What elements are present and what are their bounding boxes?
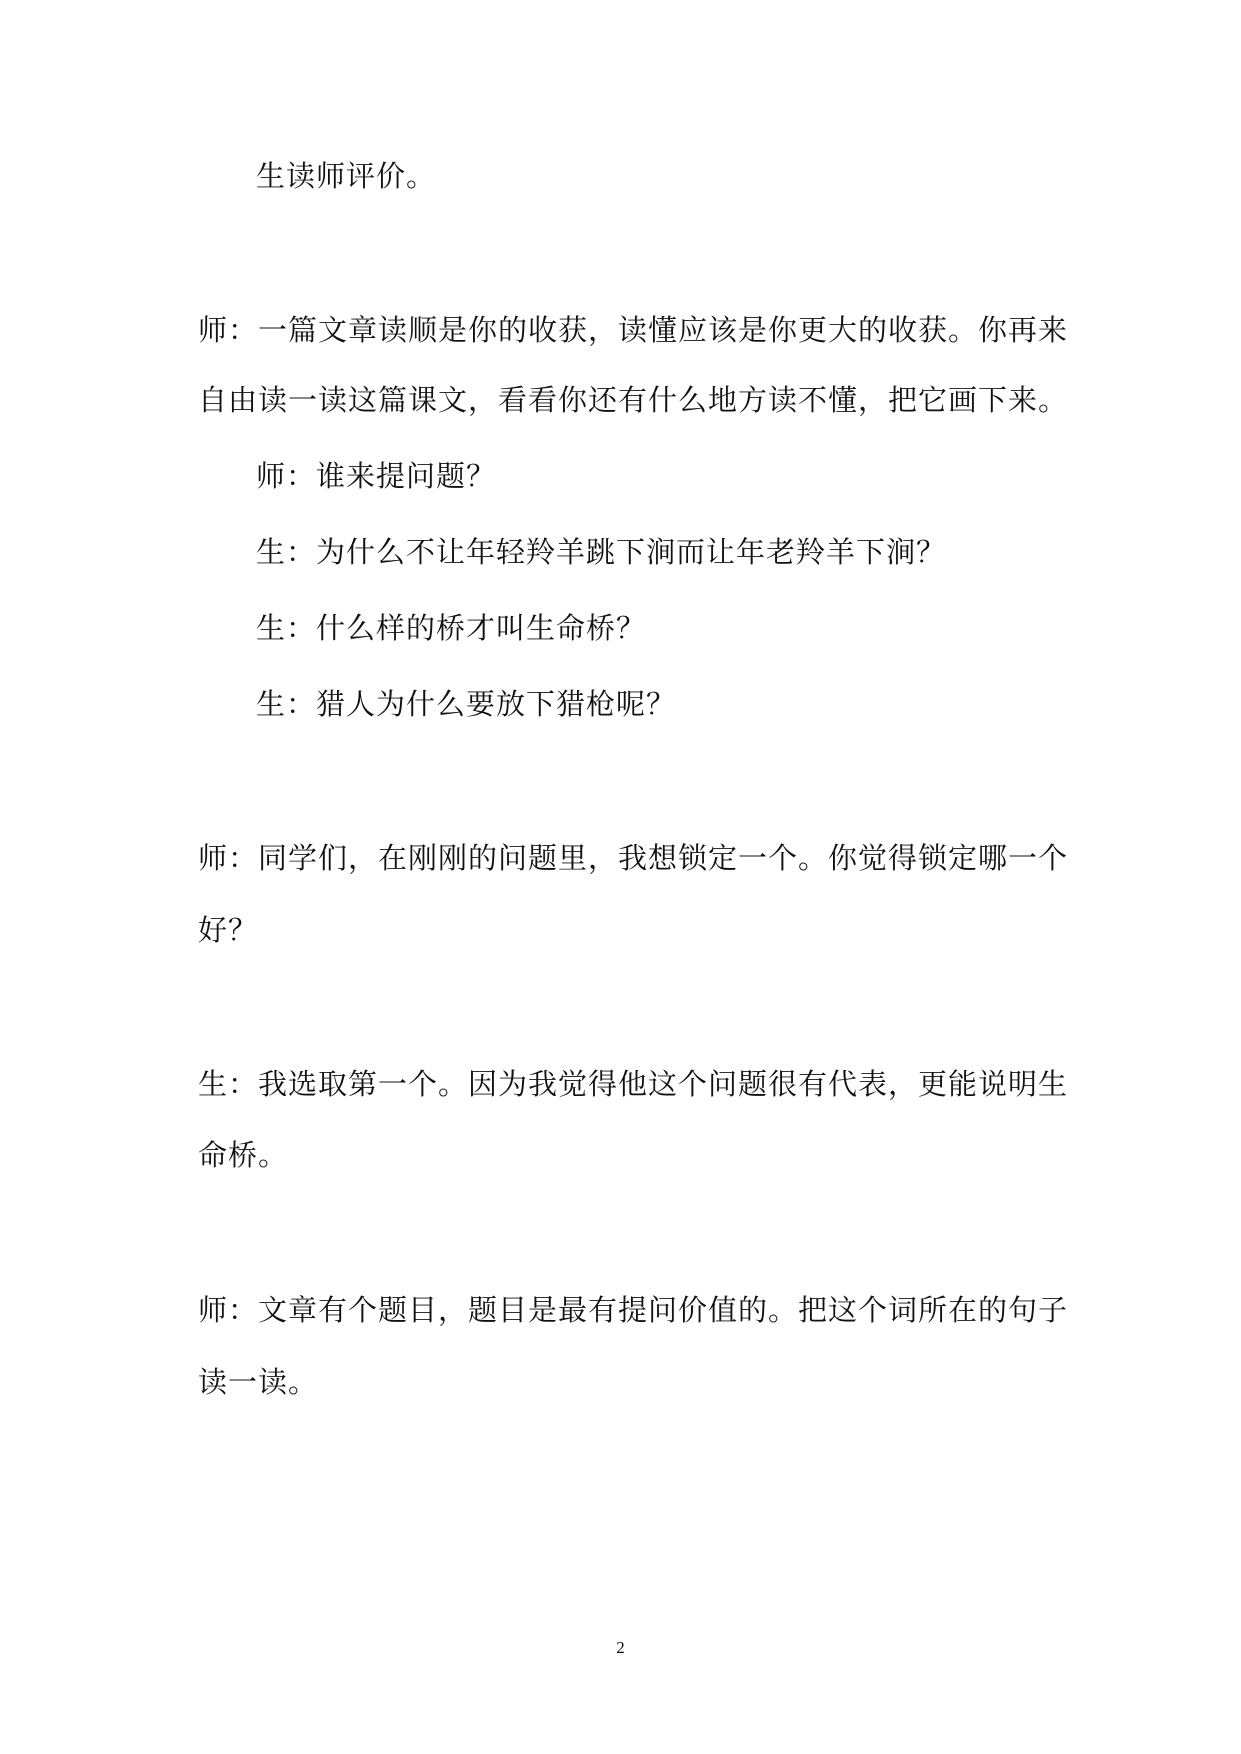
paragraph-line-9: 好？	[198, 913, 259, 947]
paragraph-line-11: 命桥。	[198, 1138, 289, 1172]
paragraph-line-7: 生：猎人为什么要放下猎枪呢？	[256, 687, 677, 721]
paragraph-line-10: 生：我选取第一个。因为我觉得他这个问题很有代表，更能说明生	[198, 1067, 1069, 1101]
paragraph-line-8: 师：同学们，在刚刚的问题里，我想锁定一个。你觉得锁定哪一个	[198, 841, 1069, 875]
paragraph-line-3: 自由读一读这篇课文，看看你还有什么地方读不懂，把它画下来。	[198, 383, 1069, 417]
paragraph-line-2: 师：一篇文章读顺是你的收获，读懂应该是你更大的收获。你再来	[198, 313, 1069, 347]
paragraph-line-12: 师：文章有个题目，题目是最有提问价值的。把这个词所在的句子	[198, 1293, 1069, 1327]
paragraph-line-1: 生读师评价。	[256, 159, 437, 193]
paragraph-line-5: 生：为什么不让年轻羚羊跳下涧而让年老羚羊下涧？	[256, 535, 947, 569]
paragraph-line-4: 师：谁来提问题？	[256, 459, 497, 493]
page-number: 2	[616, 1638, 625, 1657]
paragraph-line-13: 读一读。	[198, 1365, 319, 1399]
paragraph-line-6: 生：什么样的桥才叫生命桥？	[256, 611, 647, 645]
